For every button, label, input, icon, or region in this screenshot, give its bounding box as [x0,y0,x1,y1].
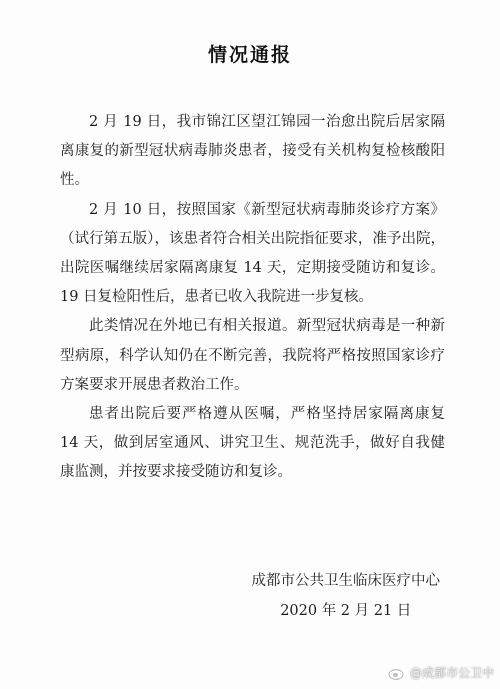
page-title: 情况通报 [207,44,292,66]
weibo-icon [388,666,406,680]
issue-date: 2020 年 2 月 21 日 [280,603,412,619]
weibo-watermark [388,664,494,681]
paragraph-4: 患者出院后要严格遵从医嘱，严格坚持居家隔离康复 14 天，做到居室通风、讲究卫生、规范洗手，做好自我健康监测，并按要求接受随访和复诊。 [60,406,445,481]
signature-block [252,566,441,626]
watermark-text: @成都市公卫中 [409,666,494,680]
paragraph-1: 2 月 19 日，我市锦江区望江锦园一治愈出院后居家隔离康复的新型冠状病毒肺炎患者，接受有关机构复检核酸阳性。 [60,114,445,189]
paragraph-2: 2 月 10 日，按照国家《新型冠状病毒肺炎诊疗方案》（试行第五版），该患者符合相关出院指征要求，准予出院，出院医嘱继续居家隔离康复 14 天，定期接受随访和复诊。19 日复检阳性后，患者已收入我院进一步复核。 [60,201,445,306]
issuing-organization: 成都市公共卫生临床医疗中心 [251,573,440,589]
paragraph-3: 此类情况在外地已有相关报道。新型冠状病毒是一种新型病原，科学认知仍在不断完善，我院将严格按照国家诊疗方案要求开展患者救治工作。 [60,318,445,393]
document-body [60,108,445,488]
